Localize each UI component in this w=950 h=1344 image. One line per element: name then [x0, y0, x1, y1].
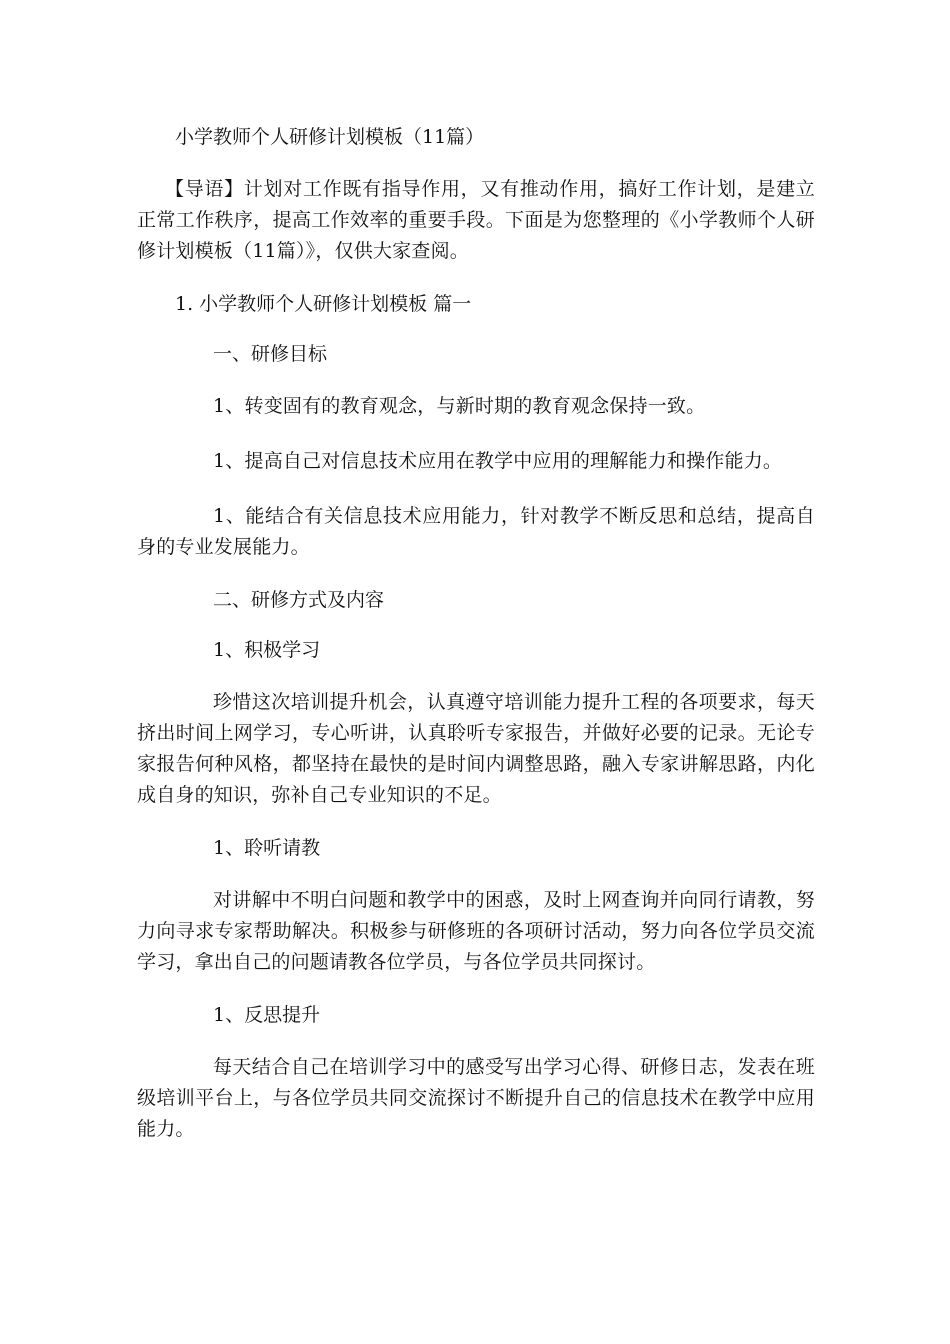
- section-title: 1. 小学教师个人研修计划模板 篇一: [175, 293, 472, 315]
- goal-item-3: 1、能结合有关信息技术应用能力，针对教学不断反思和总结，提高自身的专业发展能力。: [137, 505, 815, 558]
- method-3-body: 每天结合自己在培训学习中的感受写出学习心得、研修日志，发表在班级培训平台上，与各位学员共同交流探讨不断提升自己的信息技术在教学中应用能力。: [137, 1056, 815, 1140]
- method-1-body: 珍惜这次培训提升机会，认真遵守培训能力提升工程的各项要求，每天挤出时间上网学习，专心听讲，认真聆听专家报告，并做好必要的记录。无论专家报告何种风格，都坚持在最快的是时间内调整思路，融入专家讲解思路，内化成自身的知识，弥补自己专业知识的不足。: [137, 691, 815, 806]
- method-3-title: 1、反思提升: [213, 1004, 321, 1026]
- goal-item-1: 1、转变固有的教育观念，与新时期的教育观念保持一致。: [213, 395, 706, 417]
- heading-methods: 二、研修方式及内容: [213, 589, 385, 611]
- method-1-title: 1、积极学习: [213, 639, 321, 661]
- goal-item-2: 1、提高自己对信息技术应用在教学中应用的理解能力和操作能力。: [213, 450, 783, 472]
- document-page: [137, 124, 815, 1169]
- heading-goals: 一、研修目标: [213, 343, 328, 365]
- method-2-title: 1、聆听请教: [213, 837, 321, 859]
- intro-paragraph: 【导语】计划对工作既有指导作用，又有推动作用，搞好工作计划，是建立正常工作秩序，提高工作效率的重要手段。下面是为您整理的《小学教师个人研修计划模板（11篇）》，仅供大家查阅。: [137, 178, 815, 262]
- method-2-body: 对讲解中不明白问题和教学中的困惑，及时上网查询并向同行请教，努力向寻求专家帮助解决。积极参与研修班的各项研讨活动，努力向各位学员交流学习，拿出自己的问题请教各位学员，与各位学员共同探讨。: [137, 889, 815, 973]
- document-title: 小学教师个人研修计划模板（11篇）: [175, 126, 485, 148]
